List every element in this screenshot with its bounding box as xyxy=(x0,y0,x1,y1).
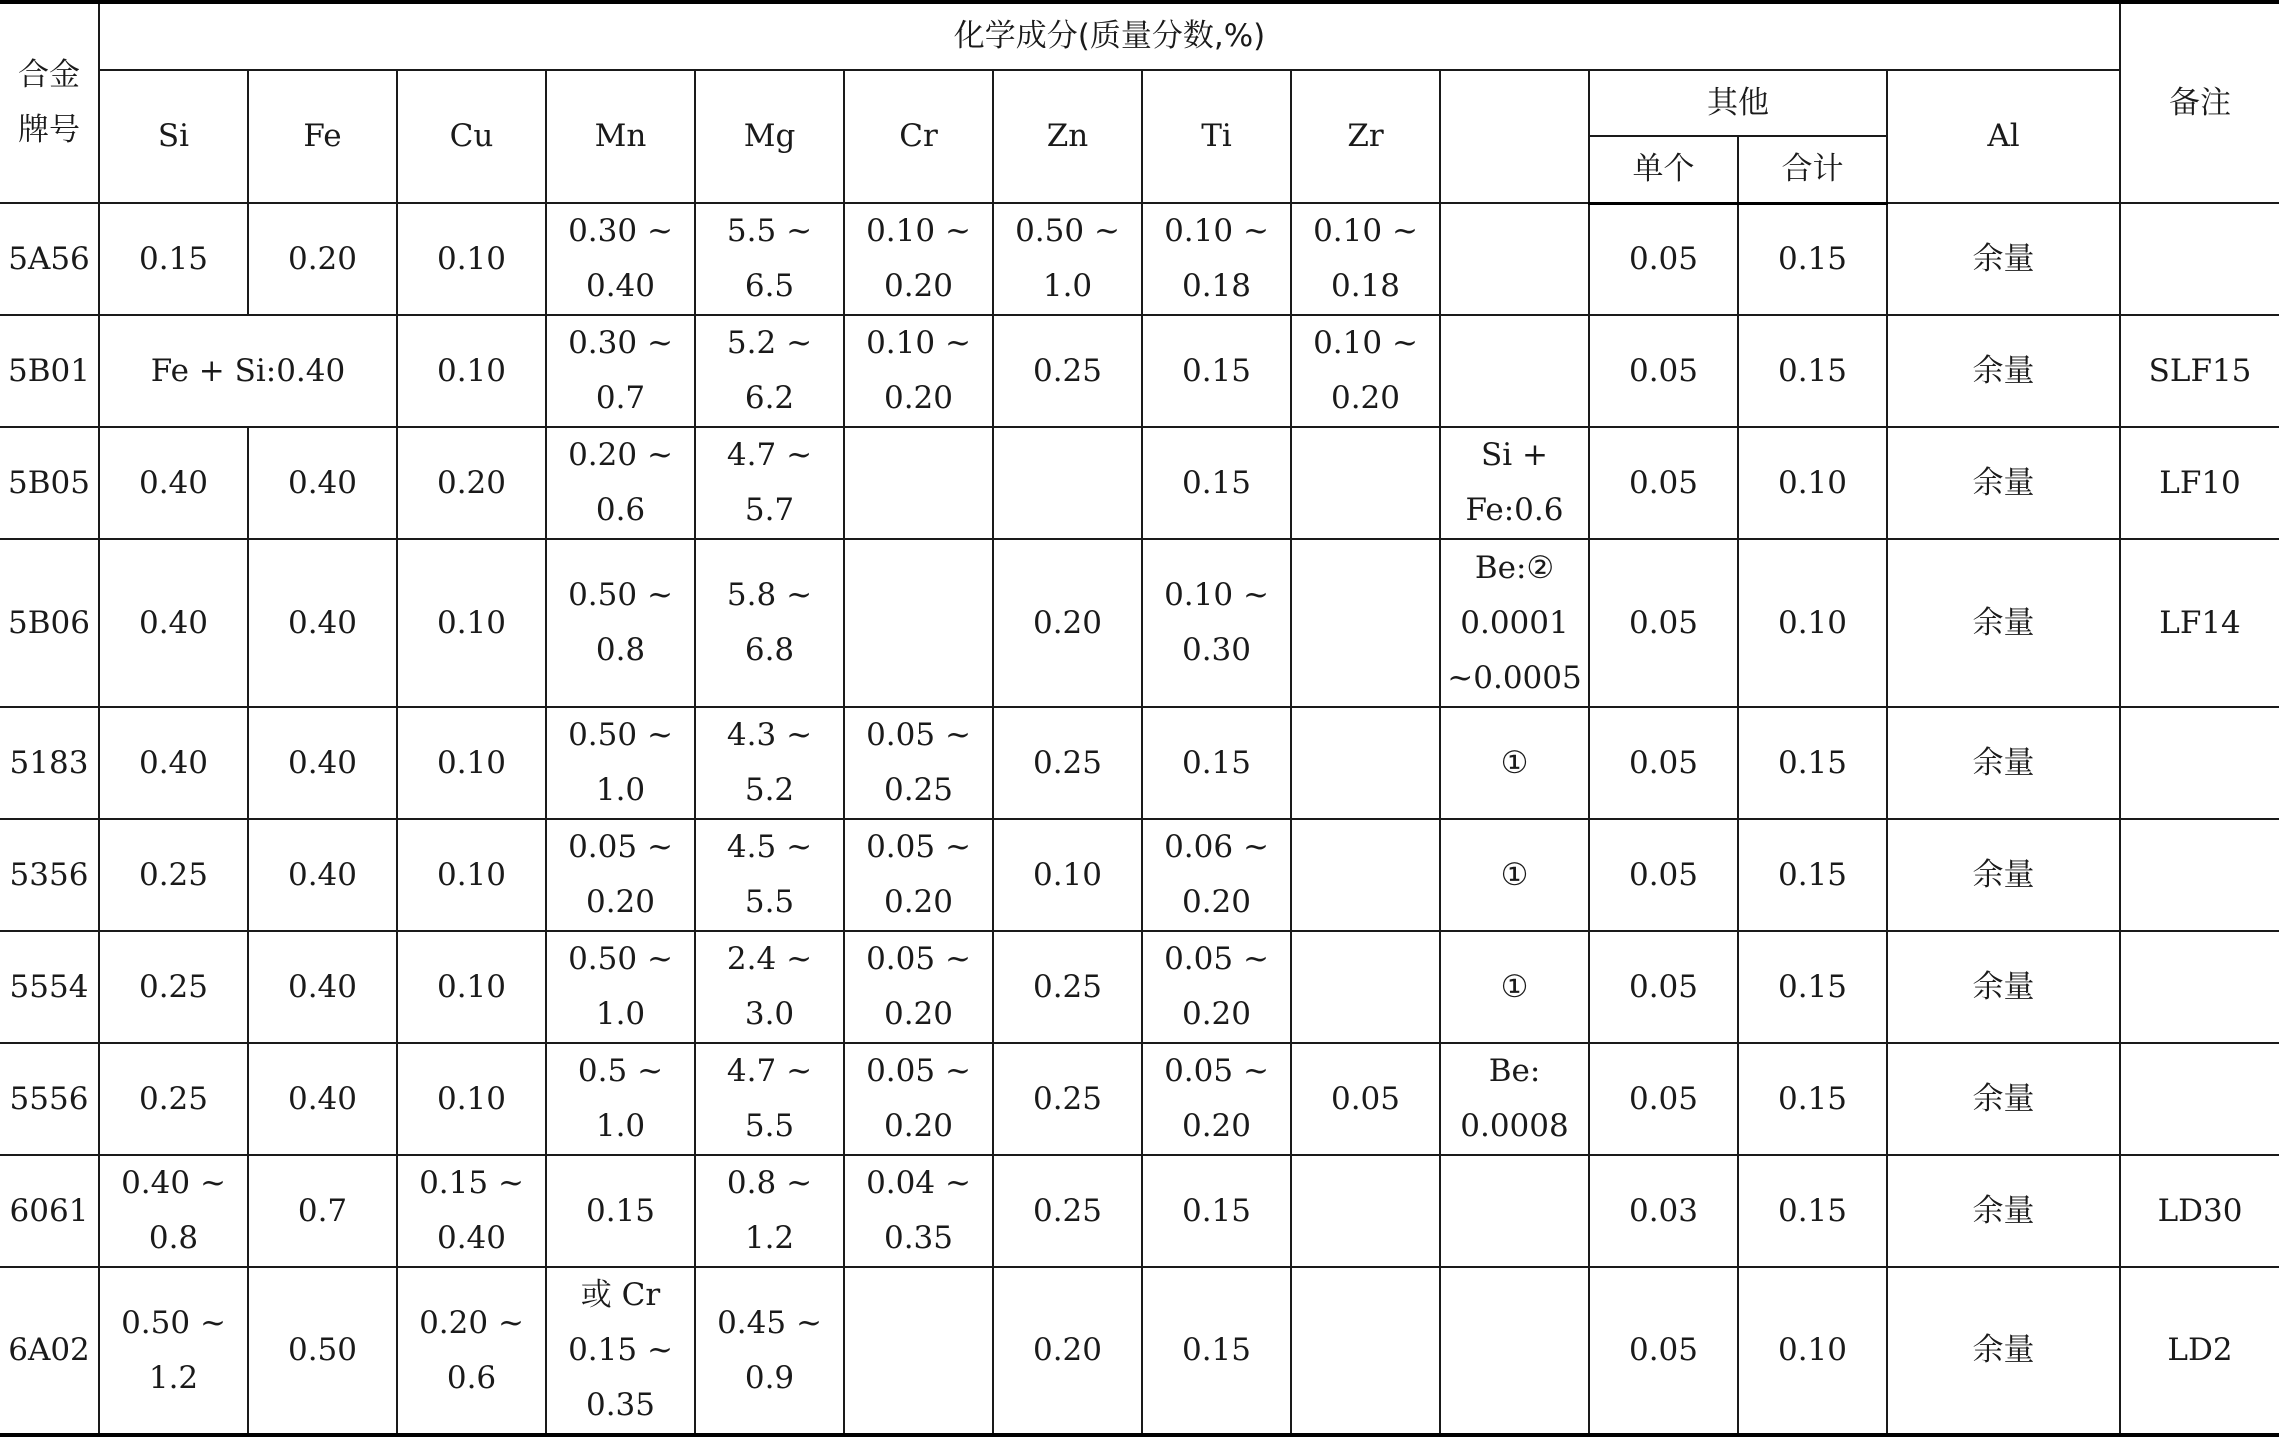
cell-fe: 0.40 xyxy=(248,539,397,707)
cell-ti: 0.15 xyxy=(1142,427,1291,539)
cell-si: 0.15 xyxy=(99,203,248,315)
cell-grade: 5183 xyxy=(0,707,99,819)
cell-al: 余量 xyxy=(1887,707,2120,819)
cell-cu: 0.10 xyxy=(397,931,546,1043)
cell-single: 0.05 xyxy=(1589,203,1738,315)
header-remarks: 备注 xyxy=(2120,2,2279,203)
cell-note xyxy=(2120,203,2279,315)
header-fe: Fe xyxy=(248,70,397,203)
cell-mg: 2.4 ~ 3.0 xyxy=(695,931,844,1043)
header-alloy-grade: 合金 牌号 xyxy=(0,2,99,203)
header-row-1 xyxy=(0,2,2279,70)
cell-si: 0.40 xyxy=(99,707,248,819)
header-row-2 xyxy=(0,70,2279,136)
table-row xyxy=(0,203,2279,315)
table-row xyxy=(0,427,2279,539)
table-row xyxy=(0,1155,2279,1267)
cell-note: LD30 xyxy=(2120,1155,2279,1267)
cell-zr xyxy=(1291,1267,1440,1435)
cell-ti: 0.06 ~ 0.20 xyxy=(1142,819,1291,931)
header-ti: Ti xyxy=(1142,70,1291,203)
cell-cu: 0.10 xyxy=(397,819,546,931)
header-zn: Zn xyxy=(993,70,1142,203)
cell-zr: 0.10 ~ 0.20 xyxy=(1291,315,1440,427)
cell-grade: 5556 xyxy=(0,1043,99,1155)
cell-zn: 0.20 xyxy=(993,1267,1142,1435)
cell-note: LF14 xyxy=(2120,539,2279,707)
cell-mn: 0.05 ~ 0.20 xyxy=(546,819,695,931)
cell-extra xyxy=(1440,1267,1589,1435)
cell-cu: 0.20 ~ 0.6 xyxy=(397,1267,546,1435)
cell-si: 0.25 xyxy=(99,819,248,931)
header-others-single: 单个 xyxy=(1589,136,1738,203)
cell-ti: 0.15 xyxy=(1142,1155,1291,1267)
cell-ti: 0.15 xyxy=(1142,707,1291,819)
cell-al: 余量 xyxy=(1887,931,2120,1043)
cell-grade: 5B01 xyxy=(0,315,99,427)
cell-mn: 或 Cr 0.15 ~ 0.35 xyxy=(546,1267,695,1435)
cell-al: 余量 xyxy=(1887,819,2120,931)
cell-fe: 0.40 xyxy=(248,931,397,1043)
cell-fe: 0.50 xyxy=(248,1267,397,1435)
cell-zr xyxy=(1291,707,1440,819)
cell-mn: 0.50 ~ 1.0 xyxy=(546,707,695,819)
cell-cu: 0.10 xyxy=(397,203,546,315)
cell-ti: 0.15 xyxy=(1142,1267,1291,1435)
table-row xyxy=(0,1267,2279,1435)
cell-zr xyxy=(1291,1155,1440,1267)
cell-mg: 4.7 ~ 5.5 xyxy=(695,1043,844,1155)
header-mn: Mn xyxy=(546,70,695,203)
cell-zn: 0.25 xyxy=(993,315,1142,427)
cell-note xyxy=(2120,1043,2279,1155)
cell-note xyxy=(2120,931,2279,1043)
cell-grade: 5B06 xyxy=(0,539,99,707)
cell-extra: ① xyxy=(1440,819,1589,931)
cell-cr: 0.04 ~ 0.35 xyxy=(844,1155,993,1267)
cell-ti: 0.05 ~ 0.20 xyxy=(1142,1043,1291,1155)
cell-zn: 0.20 xyxy=(993,539,1142,707)
cell-extra xyxy=(1440,1155,1589,1267)
cell-extra xyxy=(1440,315,1589,427)
cell-zr xyxy=(1291,931,1440,1043)
cell-total: 0.15 xyxy=(1738,315,1887,427)
cell-cu: 0.10 xyxy=(397,1043,546,1155)
cell-ti: 0.10 ~ 0.30 xyxy=(1142,539,1291,707)
cell-mn: 0.30 ~ 0.40 xyxy=(546,203,695,315)
cell-zn: 0.25 xyxy=(993,931,1142,1043)
cell-extra: Be:② 0.0001 ~0.0005 xyxy=(1440,539,1589,707)
cell-zn: 0.25 xyxy=(993,707,1142,819)
cell-zn xyxy=(993,427,1142,539)
cell-fe: 0.40 xyxy=(248,1043,397,1155)
cell-cu: 0.20 xyxy=(397,427,546,539)
header-zr: Zr xyxy=(1291,70,1440,203)
header-others-total: 合计 xyxy=(1738,136,1887,203)
cell-note xyxy=(2120,707,2279,819)
cell-cr: 0.05 ~ 0.25 xyxy=(844,707,993,819)
cell-grade: 6061 xyxy=(0,1155,99,1267)
cell-extra: Be: 0.0008 xyxy=(1440,1043,1589,1155)
table-row xyxy=(0,539,2279,707)
cell-cr xyxy=(844,1267,993,1435)
header-mg: Mg xyxy=(695,70,844,203)
cell-mg: 4.5 ~ 5.5 xyxy=(695,819,844,931)
cell-mn: 0.20 ~ 0.6 xyxy=(546,427,695,539)
header-chemical-composition: 化学成分(质量分数,%) xyxy=(99,2,2120,70)
header-cr: Cr xyxy=(844,70,993,203)
cell-cu: 0.10 xyxy=(397,707,546,819)
cell-mg: 4.3 ~ 5.2 xyxy=(695,707,844,819)
cell-total: 0.15 xyxy=(1738,931,1887,1043)
table-row xyxy=(0,315,2279,427)
cell-zr xyxy=(1291,427,1440,539)
cell-zn: 0.50 ~ 1.0 xyxy=(993,203,1142,315)
cell-zn: 0.25 xyxy=(993,1043,1142,1155)
cell-fesi: Fe + Si:0.40 xyxy=(99,315,397,427)
cell-cr: 0.05 ~ 0.20 xyxy=(844,819,993,931)
cell-zn: 0.25 xyxy=(993,1155,1142,1267)
cell-ti: 0.05 ~ 0.20 xyxy=(1142,931,1291,1043)
cell-total: 0.15 xyxy=(1738,1155,1887,1267)
cell-single: 0.05 xyxy=(1589,1043,1738,1155)
cell-total: 0.10 xyxy=(1738,427,1887,539)
cell-zr: 0.10 ~ 0.18 xyxy=(1291,203,1440,315)
cell-cu: 0.15 ~ 0.40 xyxy=(397,1155,546,1267)
cell-mg: 4.7 ~ 5.7 xyxy=(695,427,844,539)
cell-single: 0.05 xyxy=(1589,707,1738,819)
cell-al: 余量 xyxy=(1887,203,2120,315)
cell-mn: 0.15 xyxy=(546,1155,695,1267)
table-row xyxy=(0,819,2279,931)
cell-mn: 0.50 ~ 0.8 xyxy=(546,539,695,707)
cell-single: 0.05 xyxy=(1589,539,1738,707)
cell-grade: 5356 xyxy=(0,819,99,931)
header-others: 其他 xyxy=(1589,70,1887,136)
cell-total: 0.15 xyxy=(1738,1043,1887,1155)
cell-al: 余量 xyxy=(1887,315,2120,427)
cell-mg: 5.5 ~ 6.5 xyxy=(695,203,844,315)
cell-zn: 0.10 xyxy=(993,819,1142,931)
cell-fe: 0.40 xyxy=(248,707,397,819)
header-si: Si xyxy=(99,70,248,203)
cell-mg: 5.8 ~ 6.8 xyxy=(695,539,844,707)
cell-al: 余量 xyxy=(1887,1267,2120,1435)
cell-zr xyxy=(1291,819,1440,931)
cell-grade: 5B05 xyxy=(0,427,99,539)
cell-total: 0.15 xyxy=(1738,203,1887,315)
cell-total: 0.10 xyxy=(1738,539,1887,707)
cell-mn: 0.50 ~ 1.0 xyxy=(546,931,695,1043)
cell-cr xyxy=(844,539,993,707)
cell-si: 0.25 xyxy=(99,1043,248,1155)
cell-extra: ① xyxy=(1440,707,1589,819)
cell-si: 0.25 xyxy=(99,931,248,1043)
cell-si: 0.40 xyxy=(99,427,248,539)
cell-mg: 0.45 ~ 0.9 xyxy=(695,1267,844,1435)
cell-single: 0.03 xyxy=(1589,1155,1738,1267)
cell-fe: 0.40 xyxy=(248,427,397,539)
cell-note: LD2 xyxy=(2120,1267,2279,1435)
cell-cr xyxy=(844,427,993,539)
cell-single: 0.05 xyxy=(1589,427,1738,539)
cell-mn: 0.30 ~ 0.7 xyxy=(546,315,695,427)
cell-al: 余量 xyxy=(1887,1043,2120,1155)
cell-note: SLF15 xyxy=(2120,315,2279,427)
cell-cu: 0.10 xyxy=(397,539,546,707)
header-al: Al xyxy=(1887,70,2120,203)
header-cu: Cu xyxy=(397,70,546,203)
cell-cr: 0.10 ~ 0.20 xyxy=(844,203,993,315)
cell-al: 余量 xyxy=(1887,1155,2120,1267)
cell-al: 余量 xyxy=(1887,427,2120,539)
cell-total: 0.15 xyxy=(1738,819,1887,931)
cell-al: 余量 xyxy=(1887,539,2120,707)
cell-extra: ① xyxy=(1440,931,1589,1043)
cell-note xyxy=(2120,819,2279,931)
cell-mg: 5.2 ~ 6.2 xyxy=(695,315,844,427)
cell-mn: 0.5 ~ 1.0 xyxy=(546,1043,695,1155)
cell-single: 0.05 xyxy=(1589,315,1738,427)
cell-fe: 0.20 xyxy=(248,203,397,315)
cell-ti: 0.15 xyxy=(1142,315,1291,427)
header-extra xyxy=(1440,70,1589,203)
table-row xyxy=(0,707,2279,819)
cell-extra xyxy=(1440,203,1589,315)
cell-single: 0.05 xyxy=(1589,1267,1738,1435)
cell-cr: 0.05 ~ 0.20 xyxy=(844,931,993,1043)
cell-si: 0.40 ~ 0.8 xyxy=(99,1155,248,1267)
cell-total: 0.10 xyxy=(1738,1267,1887,1435)
cell-grade: 5A56 xyxy=(0,203,99,315)
cell-cr: 0.10 ~ 0.20 xyxy=(844,315,993,427)
cell-grade: 5554 xyxy=(0,931,99,1043)
cell-fe: 0.7 xyxy=(248,1155,397,1267)
cell-fe: 0.40 xyxy=(248,819,397,931)
cell-total: 0.15 xyxy=(1738,707,1887,819)
table-row xyxy=(0,931,2279,1043)
cell-si: 0.40 xyxy=(99,539,248,707)
cell-cu: 0.10 xyxy=(397,315,546,427)
table-row xyxy=(0,1043,2279,1155)
cell-single: 0.05 xyxy=(1589,819,1738,931)
cell-si: 0.50 ~ 1.2 xyxy=(99,1267,248,1435)
cell-zr: 0.05 xyxy=(1291,1043,1440,1155)
cell-zr xyxy=(1291,539,1440,707)
cell-extra: Si + Fe:0.6 xyxy=(1440,427,1589,539)
cell-note: LF10 xyxy=(2120,427,2279,539)
cell-grade: 6A02 xyxy=(0,1267,99,1435)
cell-ti: 0.10 ~ 0.18 xyxy=(1142,203,1291,315)
cell-single: 0.05 xyxy=(1589,931,1738,1043)
cell-cr: 0.05 ~ 0.20 xyxy=(844,1043,993,1155)
cell-mg: 0.8 ~ 1.2 xyxy=(695,1155,844,1267)
